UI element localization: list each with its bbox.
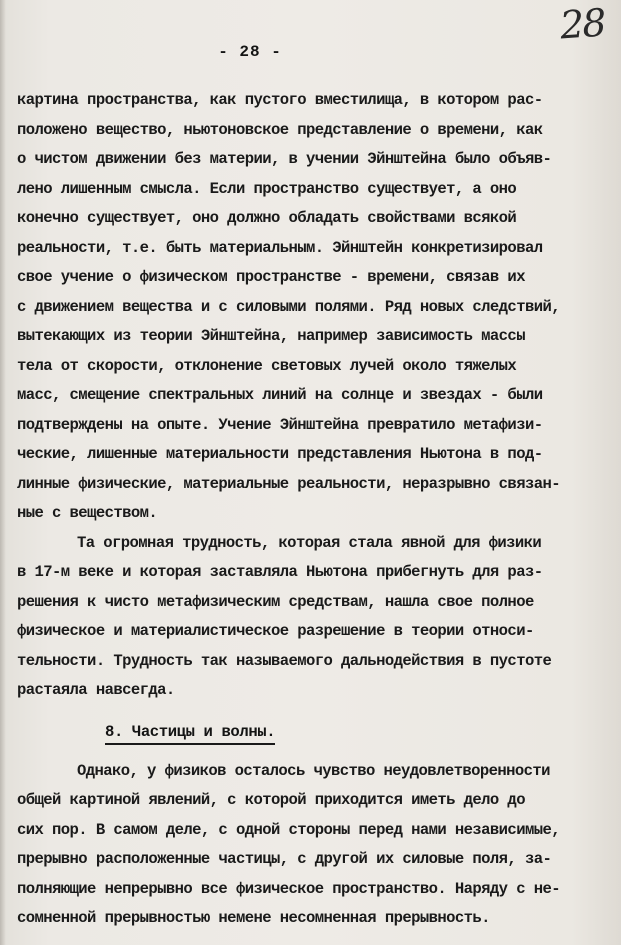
text-line: прерывно расположенные частицы, с другой их силовые поля, за- — [17, 850, 552, 868]
text-line: ные с веществом. — [17, 504, 158, 522]
section-heading-text: 8. Частицы и волны. — [105, 723, 275, 745]
text-line: масс, смещение спектральных линий на солнце и звездах - были — [17, 386, 543, 404]
text-line: конечно существует, оно должно обладать свойствами всякой — [17, 209, 517, 227]
text-line: физическое и материалистическое разрешение в теории относи- — [17, 622, 534, 640]
text-line: вытекающих из теории Эйнштейна, например зависимость массы — [17, 327, 525, 345]
text-line: о чистом движении без материи, в учении Эйнштейна было объяв- — [17, 150, 552, 168]
section-heading — [17, 717, 617, 747]
text-line: сих пор. В самом деле, с одной стороны перед нами независимые, — [17, 820, 560, 839]
text-line: растаяла навсегда. — [17, 681, 175, 699]
page-number: - 28 - — [218, 43, 282, 61]
text-line: тела от скорости, отклонение световых лучей около тяжелых — [17, 356, 517, 375]
handwritten-archive-number: 28 — [558, 0, 606, 48]
spacer — [17, 706, 617, 717]
text-line: ческие, лишенные материальности представления Ньютона в под- — [17, 445, 543, 463]
body-text — [17, 86, 617, 934]
text-line: реальности, т.е. быть материальным. Эйнштейн конкретизировал — [17, 238, 543, 257]
text-line: с движением вещества и с силовыми полями. Ряд новых следствий, — [17, 297, 560, 316]
page-edge-shadow — [0, 0, 6, 945]
text-line: Та огромная трудность, которая стала явной для физики — [77, 533, 542, 552]
text-line: свое учение о физическом пространстве - времени, связав их — [17, 268, 525, 286]
text-line: сомненной прерывностью немене несомненная прерывность. — [17, 909, 490, 927]
text-line: положено вещество, ньютоновское представление о времени, как — [17, 120, 543, 139]
text-line: подтверждены на опыте. Учение Эйнштейна превратило метафизи- — [17, 415, 543, 434]
text-line: линные физические, материальные реальности, неразрывно связан- — [17, 474, 560, 493]
text-line: общей картиной явлений, с которой приходится иметь дело до — [17, 791, 525, 809]
text-line: тельности. Трудность так называемого дальнодействия в пустоте — [17, 651, 552, 670]
text-line: лено лишенным смысла. Если пространство существует, а оно — [17, 179, 517, 198]
spacer — [17, 747, 617, 757]
text-line: Однако, у физиков осталось чувство неудовлетворенности — [77, 761, 550, 780]
text-line: картина пространства, как пустого вместилища, в котором рас- — [17, 91, 543, 109]
text-line: полняющие непрерывно все физическое пространство. Наряду с не- — [17, 879, 560, 898]
text-line: решения к чисто метафизическим средствам, нашла свое полное — [17, 592, 534, 611]
text-line: в 17-м веке и которая заставляла Ньютона прибегнуть для раз- — [17, 563, 543, 581]
